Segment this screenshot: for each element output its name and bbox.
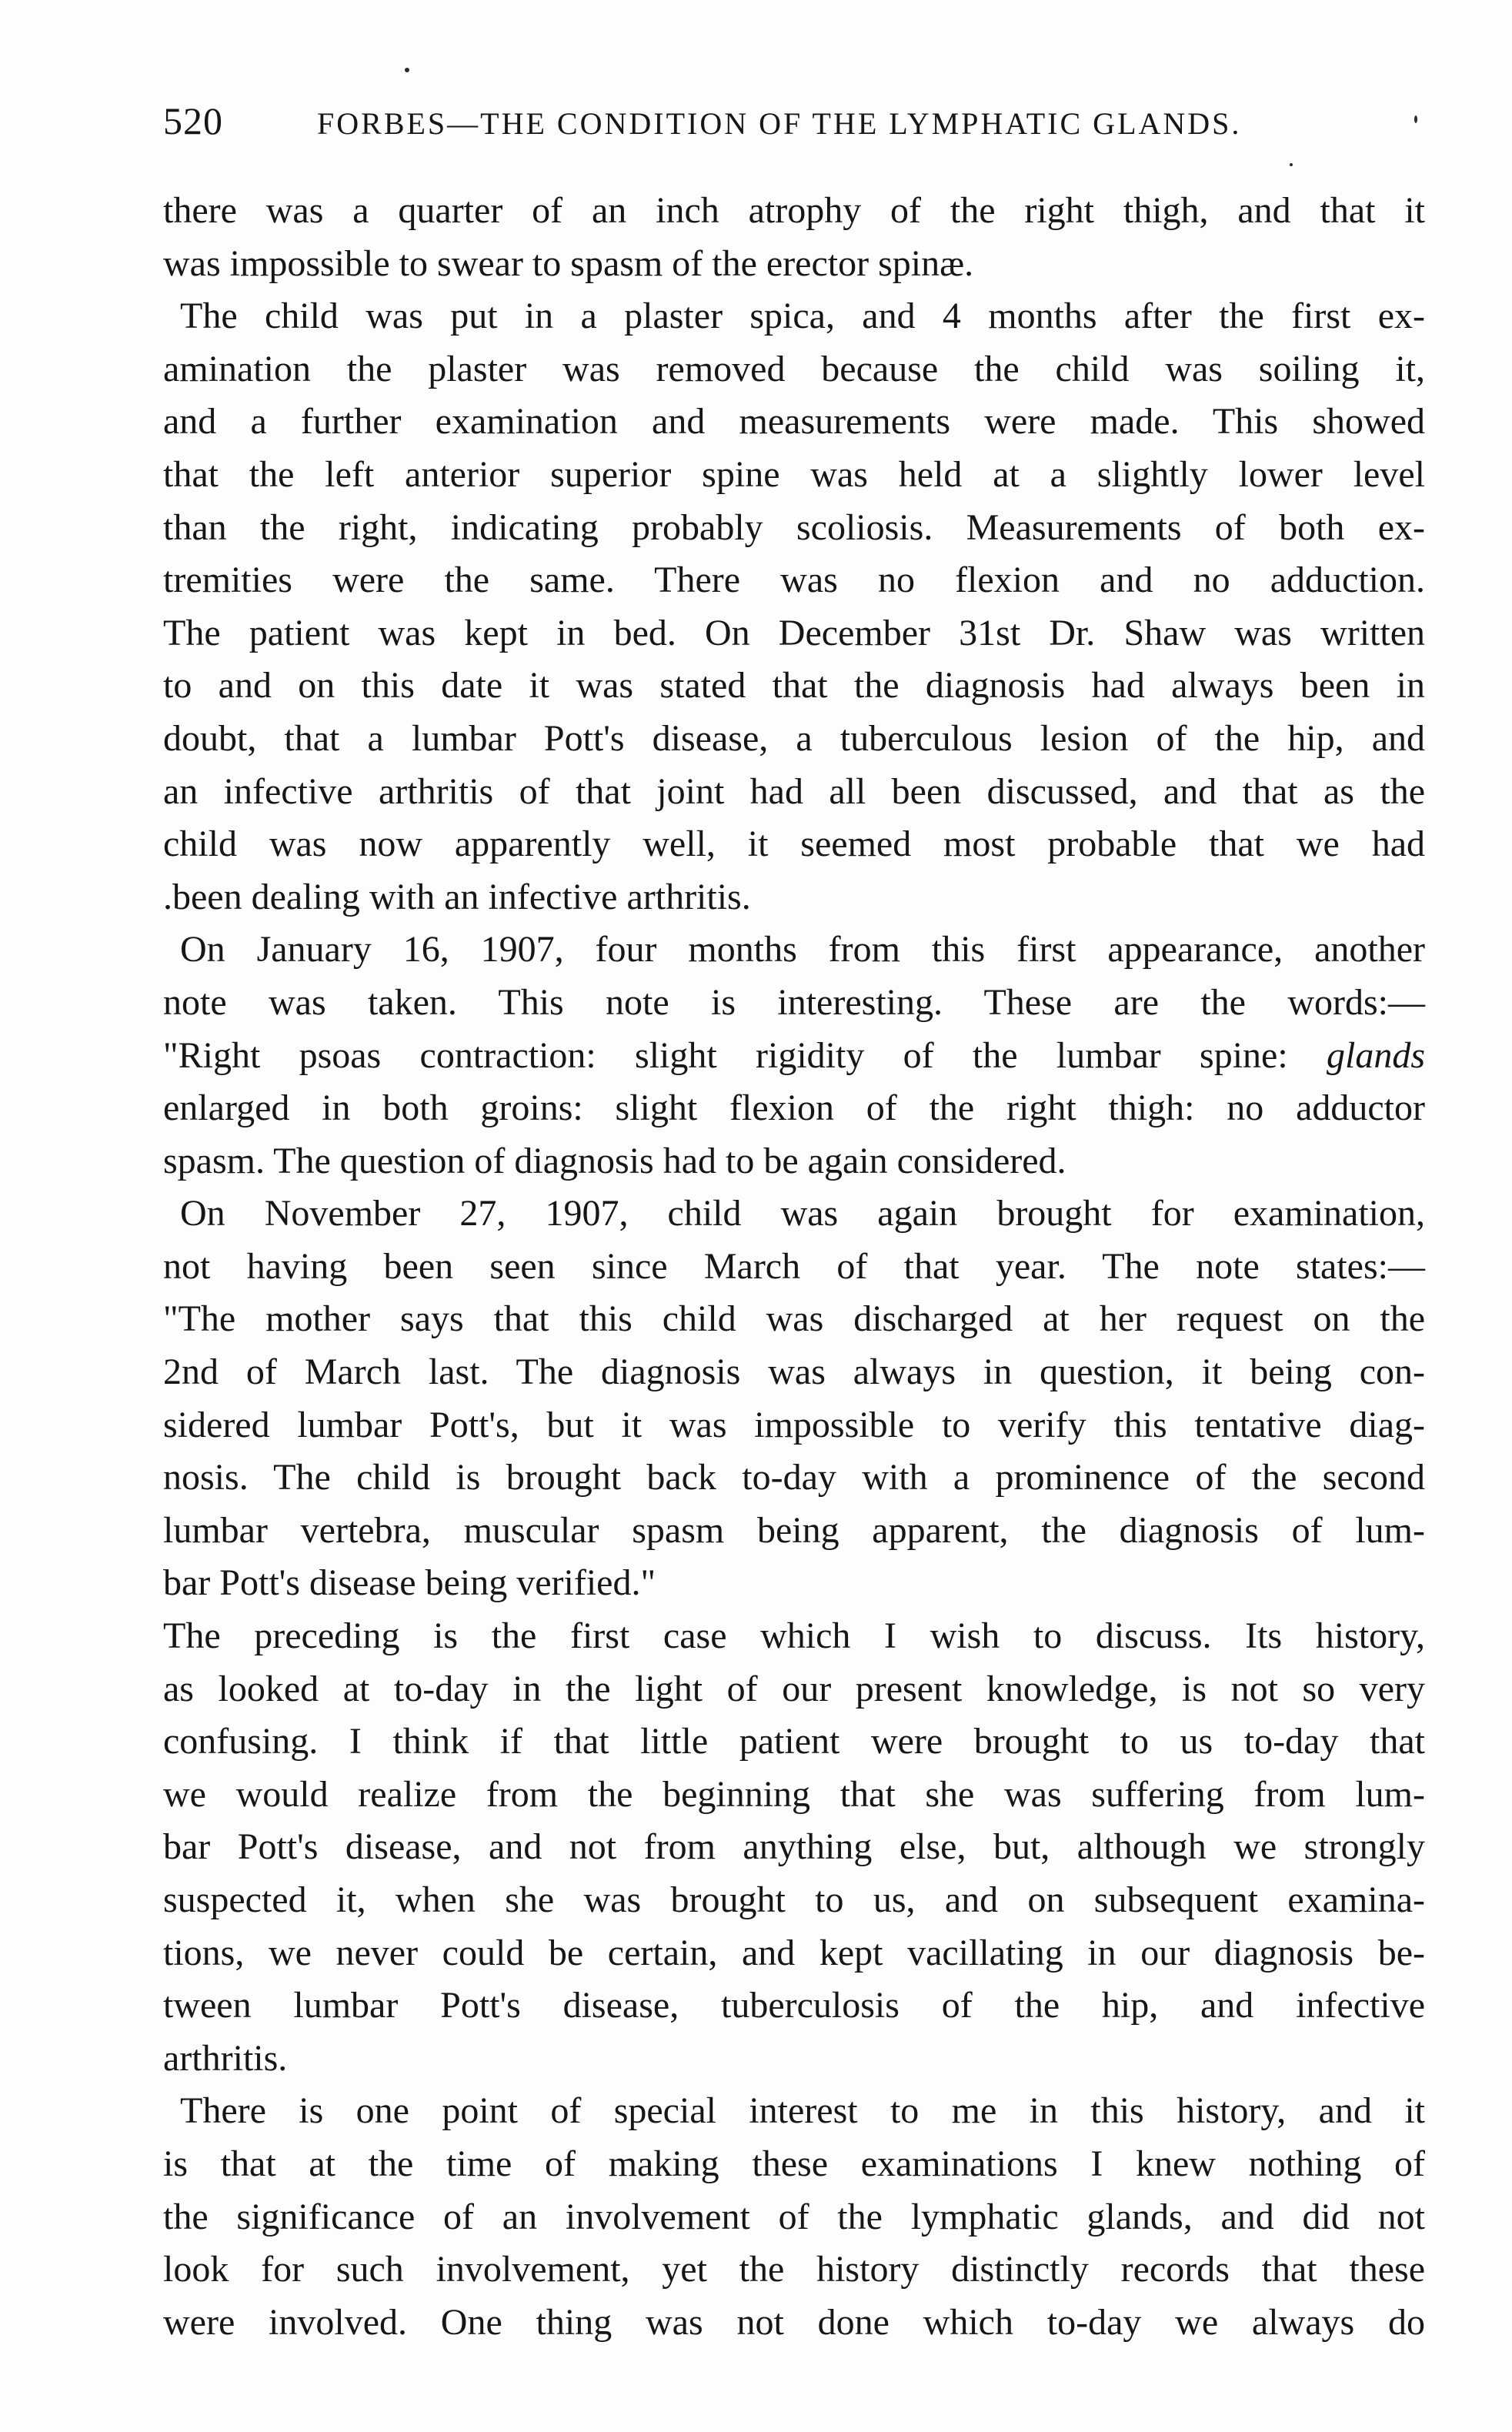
text-line: tremities were the same. There was no flexion and no adduction.	[163, 560, 1425, 601]
text-line: On November 27, 1907, child was again brought for examination,	[180, 1193, 1425, 1234]
text-line: There is one point of special interest to me in this history, and it	[180, 2090, 1425, 2132]
paragraph-4	[163, 1188, 1425, 1610]
text-line: doubt, that a lumbar Pott's disease, a tuberculous lesion of the hip, and	[163, 717, 1425, 759]
text-line: child was now apparently well, it seemed most probable that we had	[163, 823, 1425, 865]
paragraph-6	[163, 2085, 1425, 2349]
text-line: On January 16, 1907, four months from this first appearance, another	[180, 929, 1425, 970]
text-line: nosis. The child is brought back to-day with a prominence of the second	[163, 1457, 1425, 1498]
text-line: sidered lumbar Pott's, but it was impossible to verify this tentative diag-	[163, 1404, 1425, 1445]
paragraph-2	[163, 290, 1425, 924]
text-line: is that at the time of making these examinations I knew nothing of	[163, 2143, 1425, 2184]
text-line: as looked at to-day in the light of our present knowledge, is not so very	[163, 1668, 1425, 1709]
paragraph-5	[163, 1610, 1425, 2085]
text-line: .been dealing with an infective arthritis.	[163, 876, 751, 917]
text-line: 2nd of March last. The diagnosis was always in question, it being con-	[163, 1351, 1425, 1393]
text-line: was impossible to swear to spasm of the erector spinæ.	[163, 242, 974, 284]
text-line: spasm. The question of diagnosis had to be again considered.	[163, 1140, 1066, 1181]
text-line: lumbar vertebra, muscular spasm being apparent, the diagnosis of lum-	[163, 1509, 1425, 1551]
paragraph-3	[163, 924, 1425, 1188]
body-text	[163, 185, 1425, 2349]
text-line: suspected it, when she was brought to us, and on subsequent examina-	[163, 1879, 1425, 1920]
text-line: The preceding is the first case which I wish to discuss. Its history,	[163, 1615, 1425, 1657]
text-line: bar Pott's disease being verified."	[163, 1562, 656, 1604]
text-line: to and on this date it was stated that the diagnosis had always been in	[163, 665, 1425, 707]
text-line: The patient was kept in bed. On December 31st Dr. Shaw was written	[163, 612, 1425, 653]
running-head	[163, 99, 1425, 160]
text-line: we would realize from the beginning that she was suffering from lum-	[163, 1773, 1425, 1815]
text-line: the significance of an involvement of the lymphatic glands, and did not	[163, 2196, 1425, 2237]
text-line: than the right, indicating probably scoliosis. Measurements of both ex-	[163, 506, 1425, 548]
paragraph-1	[163, 185, 1425, 290]
quoted-text: "Right psoas contraction: slight rigidity of the lumbar spine:	[163, 1034, 1288, 1076]
text-line: not having been seen since March of that year. The note states:—	[163, 1245, 1425, 1287]
text-line: The child was put in a plaster spica, and 4 months after the first ex-	[180, 296, 1425, 337]
text-line: look for such involvement, yet the history distinctly records that these	[163, 2249, 1425, 2290]
text-line: and a further examination and measurements were made. This showed	[163, 401, 1425, 443]
text-line: enlarged in both groins: slight flexion of the right thigh: no adductor	[163, 1087, 1425, 1129]
text-line: that the left anterior superior spine was held at a slightly lower level	[163, 453, 1425, 495]
italic-phrase: glands	[1326, 1034, 1425, 1076]
ink-speck	[1290, 163, 1293, 166]
text-line: amination the plaster was removed because the child was soiling it,	[163, 348, 1425, 389]
text-line: tions, we never could be certain, and kept vacillating in our diagnosis be-	[163, 1932, 1425, 1973]
text-line: tween lumbar Pott's disease, tuberculosis of the hip, and infective	[163, 1985, 1425, 2026]
text-line: bar Pott's disease, and not from anything else, but, although we strongly	[163, 1826, 1425, 1868]
page-number: 520	[163, 99, 223, 142]
text-line: there was a quarter of an inch atrophy of the right thigh, and that it	[163, 190, 1425, 231]
text-line: note was taken. This note is interesting. These are the words:—	[163, 981, 1425, 1023]
text-line: arthritis.	[163, 2037, 288, 2079]
ink-speck	[405, 68, 409, 72]
running-title: FORBES—THE CONDITION OF THE LYMPHATIC GLANDS.	[317, 106, 1242, 141]
text-line: confusing. I think if that little patient were brought to us to-day that	[163, 1721, 1425, 1762]
text-line: an infective arthritis of that joint had all been discussed, and that as the	[163, 770, 1425, 812]
text-line	[163, 1030, 1425, 1083]
text-line: "The mother says that this child was discharged at her request on the	[163, 1298, 1425, 1340]
text-line: were involved. One thing was not done which to-day we always do	[163, 2301, 1425, 2343]
